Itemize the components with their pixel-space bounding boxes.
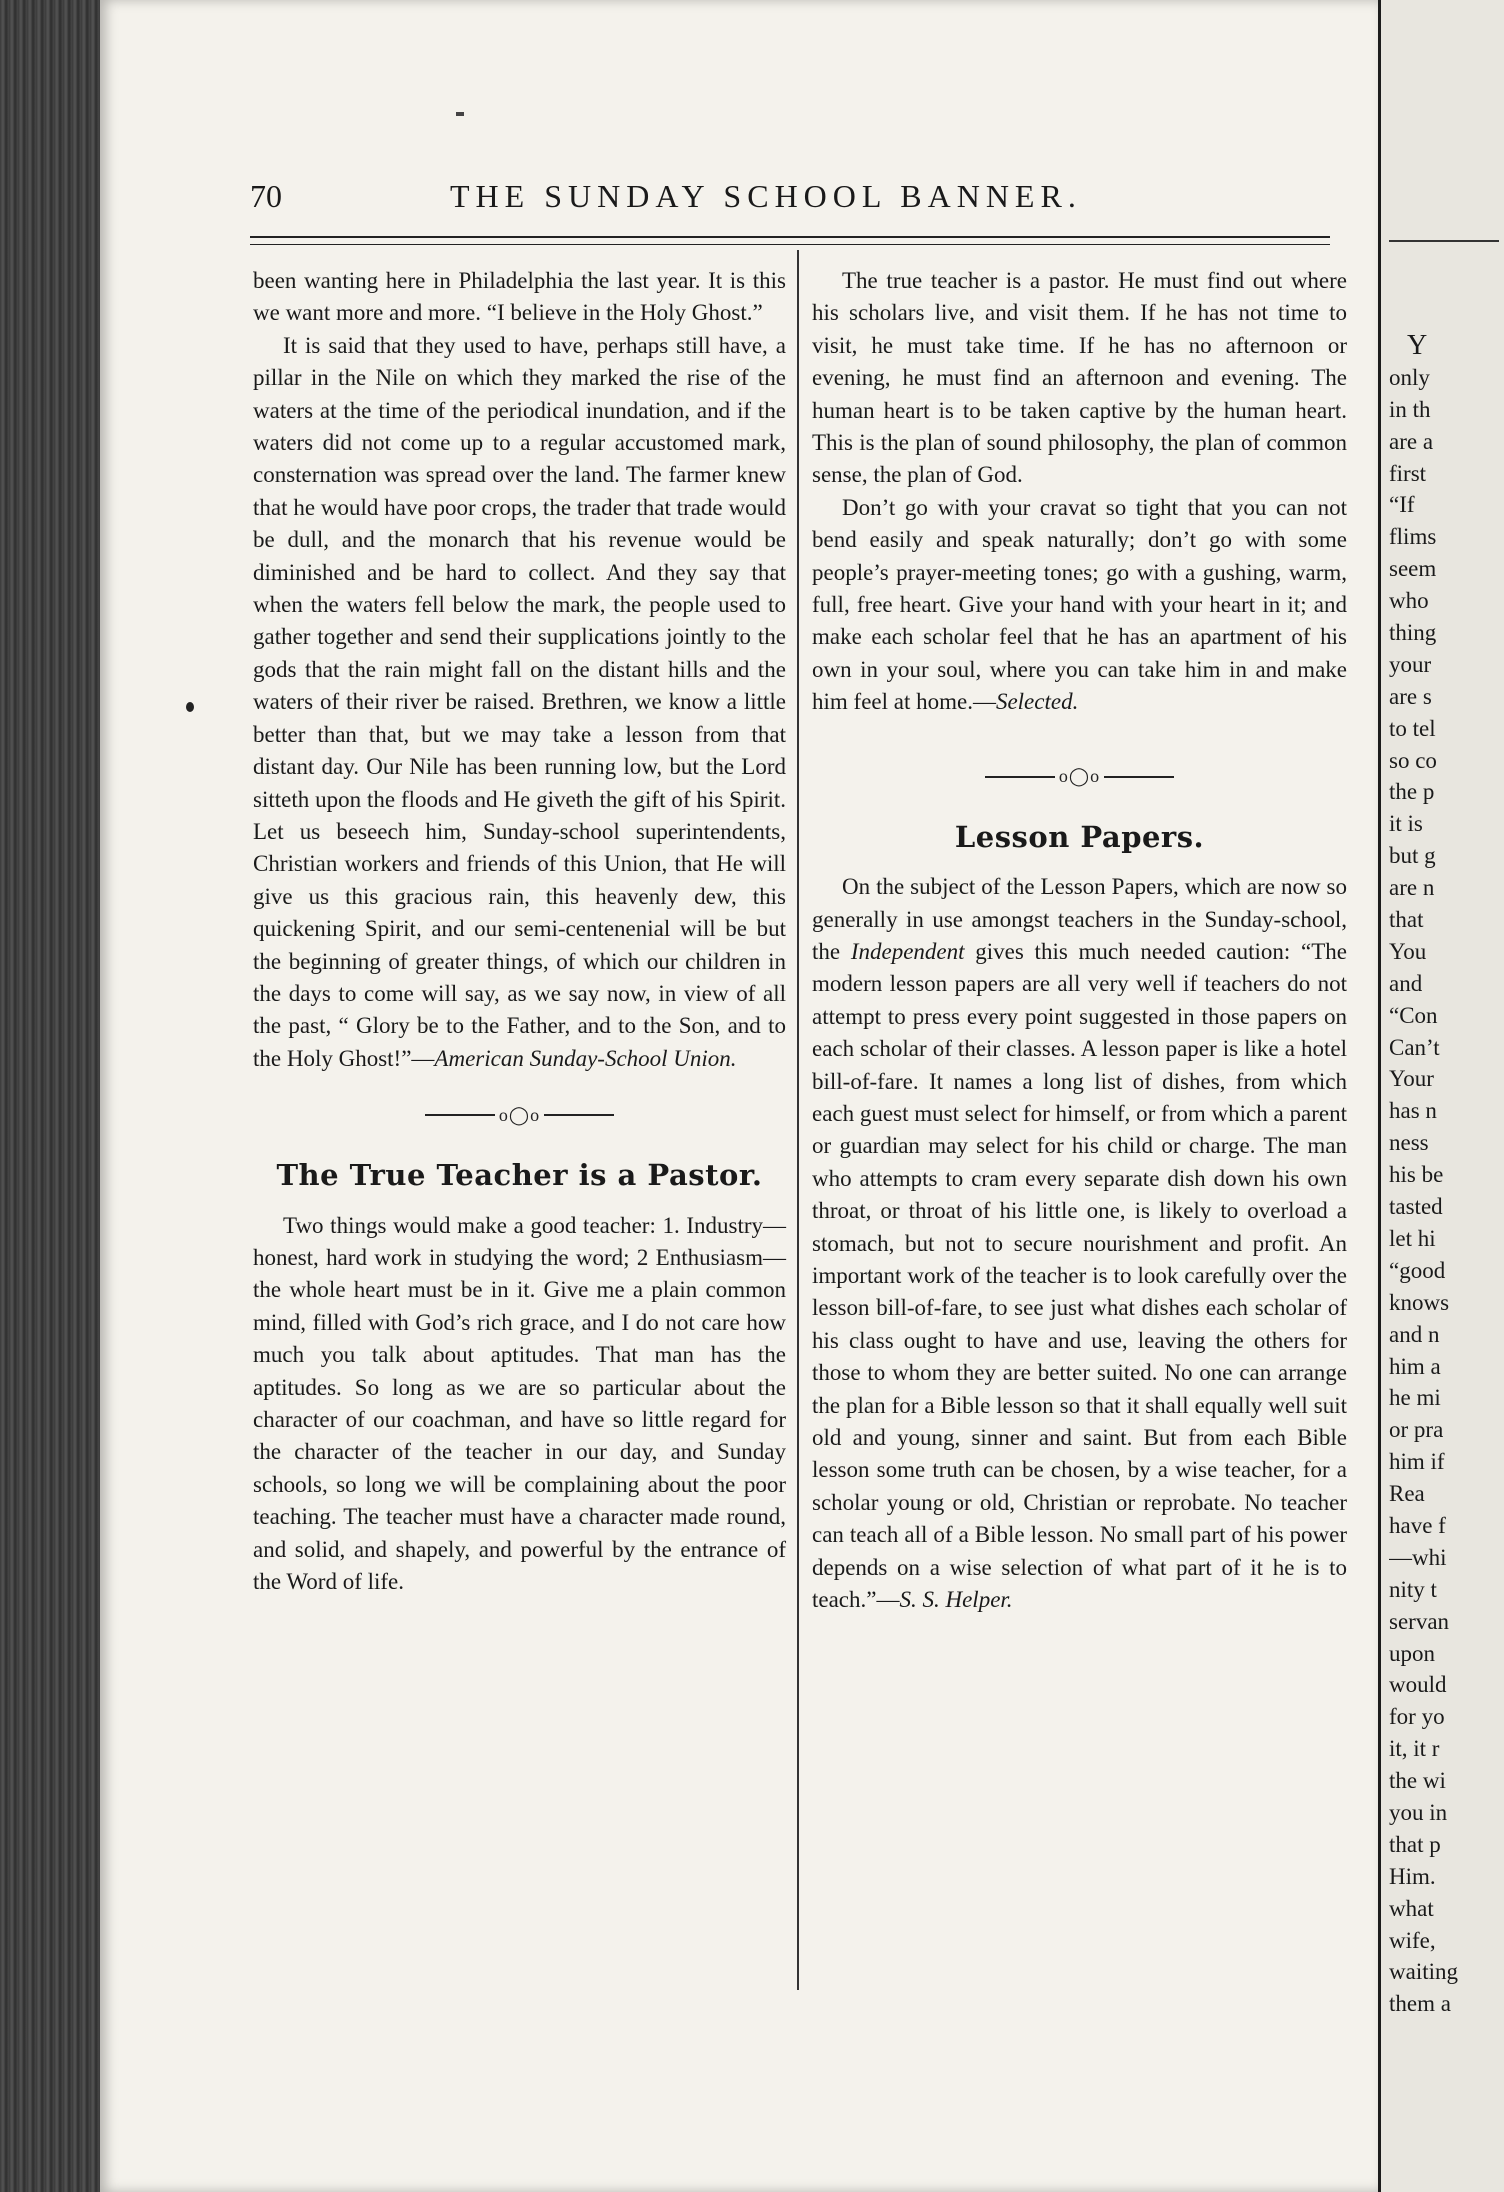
- next-page-line: let hi: [1389, 1225, 1436, 1251]
- next-page-line: him a: [1389, 1353, 1441, 1379]
- next-page-line: you in: [1389, 1799, 1448, 1825]
- next-page-line: would: [1389, 1672, 1447, 1698]
- next-page-line: Him.: [1389, 1863, 1436, 1889]
- next-page-edge: [1378, 0, 1504, 2192]
- next-page-line: Your: [1389, 1066, 1434, 1092]
- paragraph: Two things would make a good teacher: 1. Industry—honest, hard work in studying the word; 2 Enthusiasm—the whole heart must be in it. Give me a plain common mind, filled with God’s rich grace, and I do not care how much you talk about aptitudes. That man has the aptitudes. So long as we are so particular about the character of our coachman, and have so little regard for the character of the teacher in our day, and Sunday schools, so long we will be complaining about the poor teaching. The teacher must have a character made round, and solid, and shapely, and powerful by the entrance of the Word of life.: [253, 1212, 786, 1595]
- column-divider-rule: [797, 250, 799, 1990]
- paragraph: [812, 871, 1347, 1616]
- next-page-line: and n: [1389, 1321, 1440, 1347]
- page-header: [250, 178, 1330, 222]
- next-page-line: waiting: [1389, 1959, 1458, 1985]
- next-page-line: are a: [1389, 428, 1434, 454]
- next-page-line: it, it r: [1389, 1736, 1440, 1762]
- next-page-line: ness: [1389, 1130, 1429, 1156]
- next-page-line: your: [1389, 651, 1432, 677]
- source-credit: S. S. Helper.: [899, 1587, 1013, 1613]
- paragraph: [253, 330, 786, 1075]
- next-page-line: him if: [1389, 1449, 1445, 1475]
- next-page-line: You: [1389, 938, 1427, 964]
- next-page-line: them a: [1389, 1991, 1451, 2017]
- next-page-line: but g: [1389, 843, 1436, 869]
- next-page-line: seem: [1389, 556, 1437, 582]
- next-page-line: that p: [1389, 1831, 1441, 1857]
- paragraph-text: It is said that they used to have, perhaps still have, a pillar in the Nile on which they marked the rise of the waters at the time of the periodical inundation, and if the waters did not come up to a regular accustomed mark, consternation was spread over the land. The farmer knew that he would have poor crops, the trader that trade would be dull, and the monarch that his revenue would be diminished and be hard to collect. And they say that when the waters fell below the mark, the people used to gather together and send their supplications jointly to the gods that the rain might fall on the distant hills and the waters of their river be raised. Brethren, we know a little better than that, but we may take a lesson from that distant day. Our Nile has been running low, but the Lord sitteth upon the floods and He giveth the gift of his Spirit. Let us beseech him, Sunday-school superintendents, Christian workers and friends of this Union, that He will give us this gracious rain, this heavenly dew, this quickening Spirit, and our semi-centenenial will be but the beginning of greater things, of which our children in the days to come will say, as we say now, in view of all the past, “ Glory be to the Father, and to the Son, and to the Holy Ghost!”—: [253, 332, 786, 1071]
- section-heading: Lesson Papers.: [954, 819, 1205, 854]
- next-page-line: in th: [1389, 396, 1431, 422]
- next-page-line: upon: [1389, 1640, 1435, 1666]
- next-page-line: has n: [1389, 1098, 1437, 1124]
- next-page-line: thing: [1389, 620, 1437, 646]
- next-page-header-rule: [1389, 240, 1499, 242]
- next-page-line: servan: [1389, 1608, 1450, 1634]
- next-page-line: so co: [1389, 747, 1437, 773]
- next-page-line: flims: [1389, 524, 1437, 550]
- next-page-line: wife,: [1389, 1927, 1436, 1953]
- section-divider: [812, 759, 1347, 793]
- publication-name: Independent: [850, 938, 965, 964]
- next-page-line: have f: [1389, 1512, 1446, 1538]
- page-number: 70: [250, 178, 282, 214]
- next-page-line: who: [1389, 588, 1429, 614]
- next-page-line: his be: [1389, 1162, 1444, 1188]
- source-credit: American Sunday-School Union.: [434, 1045, 737, 1071]
- source-credit: Selected.: [995, 689, 1079, 715]
- next-page-line: the p: [1389, 779, 1435, 805]
- next-page-line: are n: [1389, 875, 1435, 901]
- right-column: [812, 265, 1347, 1617]
- next-page-line: nity t: [1389, 1576, 1437, 1602]
- running-title: THE SUNDAY SCHOOL BANNER.: [450, 178, 1082, 214]
- next-page-line: he mi: [1389, 1385, 1441, 1411]
- book-binding-edge: [0, 0, 100, 2192]
- paragraph-text: gives this much needed caution: “The modern lesson papers are all very well if teachers do not attempt to press every point suggested in those papers on each scholar of their classes. A lesson paper is like a hotel bill-of-fare. It names a long list of dishes, from which each guest must select for himself, or from which a parent or guardian may select for his child or charge. The man who attempts to cram every separate dish down his own throat, or throat of his little one, is likely to overload a stomach, but not to secure nourishment and profit. An important work of the teacher is to look carefully over the lesson bill-of-fare, to see just what dishes each scholar of his class ought to have and use, leaving the others for those to whom they are better suited. No one can arrange the plan for a Bible lesson so that it shall equally well suit old and young, sinner and saint. But from each Bible lesson some truth can be chosen, by a wise teacher, for a scholar young or old, Christian or reprobate. No teacher can teach all of a Bible lesson. No small part of his power depends on a wise selection of what part of it he is to teach.”—: [812, 938, 1347, 1613]
- next-page-line: Rea: [1389, 1481, 1425, 1507]
- next-page-line: for yo: [1389, 1704, 1445, 1730]
- paragraph-text: On the subject of the Lesson Papers, which are now so generally in use amongst teachers in the Sunday-school, the: [812, 874, 1347, 964]
- next-page-line: only: [1389, 364, 1430, 390]
- next-page-line: tasted: [1389, 1194, 1443, 1220]
- left-column: [253, 265, 786, 1599]
- paragraph: [812, 492, 1347, 719]
- next-page-line: what: [1389, 1895, 1434, 1921]
- header-rule: [250, 236, 1330, 245]
- next-page-line: are s: [1389, 683, 1432, 709]
- paragraph: been wanting here in Philadelphia the last year. It is this we want more and more. “I believe in the Holy Ghost.”: [253, 268, 786, 326]
- next-page-line: Can’t: [1389, 1034, 1440, 1060]
- section-heading: The True Teacher is a Pastor.: [276, 1158, 763, 1193]
- next-page-line: “Con: [1389, 1002, 1438, 1028]
- next-page-line: it is: [1389, 811, 1423, 837]
- paragraph: The true teacher is a pastor. He must find out where his scholars live, and visit them. If he has not time to visit, he must take time. If he has no afternoon or evening, he must find an afternoon and evening. The human heart is to be taken captive by the human heart. This is the plan of sound philosophy, the plan of common sense, the plan of God.: [812, 268, 1347, 488]
- next-page-line: that: [1389, 907, 1424, 933]
- next-page-line: “If: [1389, 492, 1415, 518]
- next-page-line: —whi: [1389, 1544, 1447, 1570]
- next-page-line: Y: [1407, 330, 1428, 361]
- next-page-line: or pra: [1389, 1417, 1444, 1443]
- paragraph-text: Don’t go with your cravat so tight that you can not bend easily and speak naturally; don’t go with some people’s prayer-meeting tones; go with a gushing, warm, full, free heart. Give your hand with your heart in it; and make each scholar feel that he has an apartment of his own in your soul, where you can take him in and make him feel at home.—: [812, 494, 1347, 715]
- next-page-line: “good: [1389, 1257, 1446, 1283]
- next-page-line: knows: [1389, 1289, 1450, 1315]
- margin-ink-dot: [186, 702, 194, 712]
- divider-ornament: o◯o: [1058, 766, 1101, 787]
- next-page-line: to tel: [1389, 715, 1436, 741]
- ink-mark: [456, 112, 464, 116]
- divider-ornament: o◯o: [498, 1104, 541, 1125]
- next-page-line: and: [1389, 970, 1423, 996]
- next-page-line: the wi: [1389, 1768, 1446, 1794]
- next-page-line: first: [1389, 460, 1427, 486]
- section-divider: [253, 1097, 786, 1131]
- next-page-text-fragment: [1389, 330, 1504, 2020]
